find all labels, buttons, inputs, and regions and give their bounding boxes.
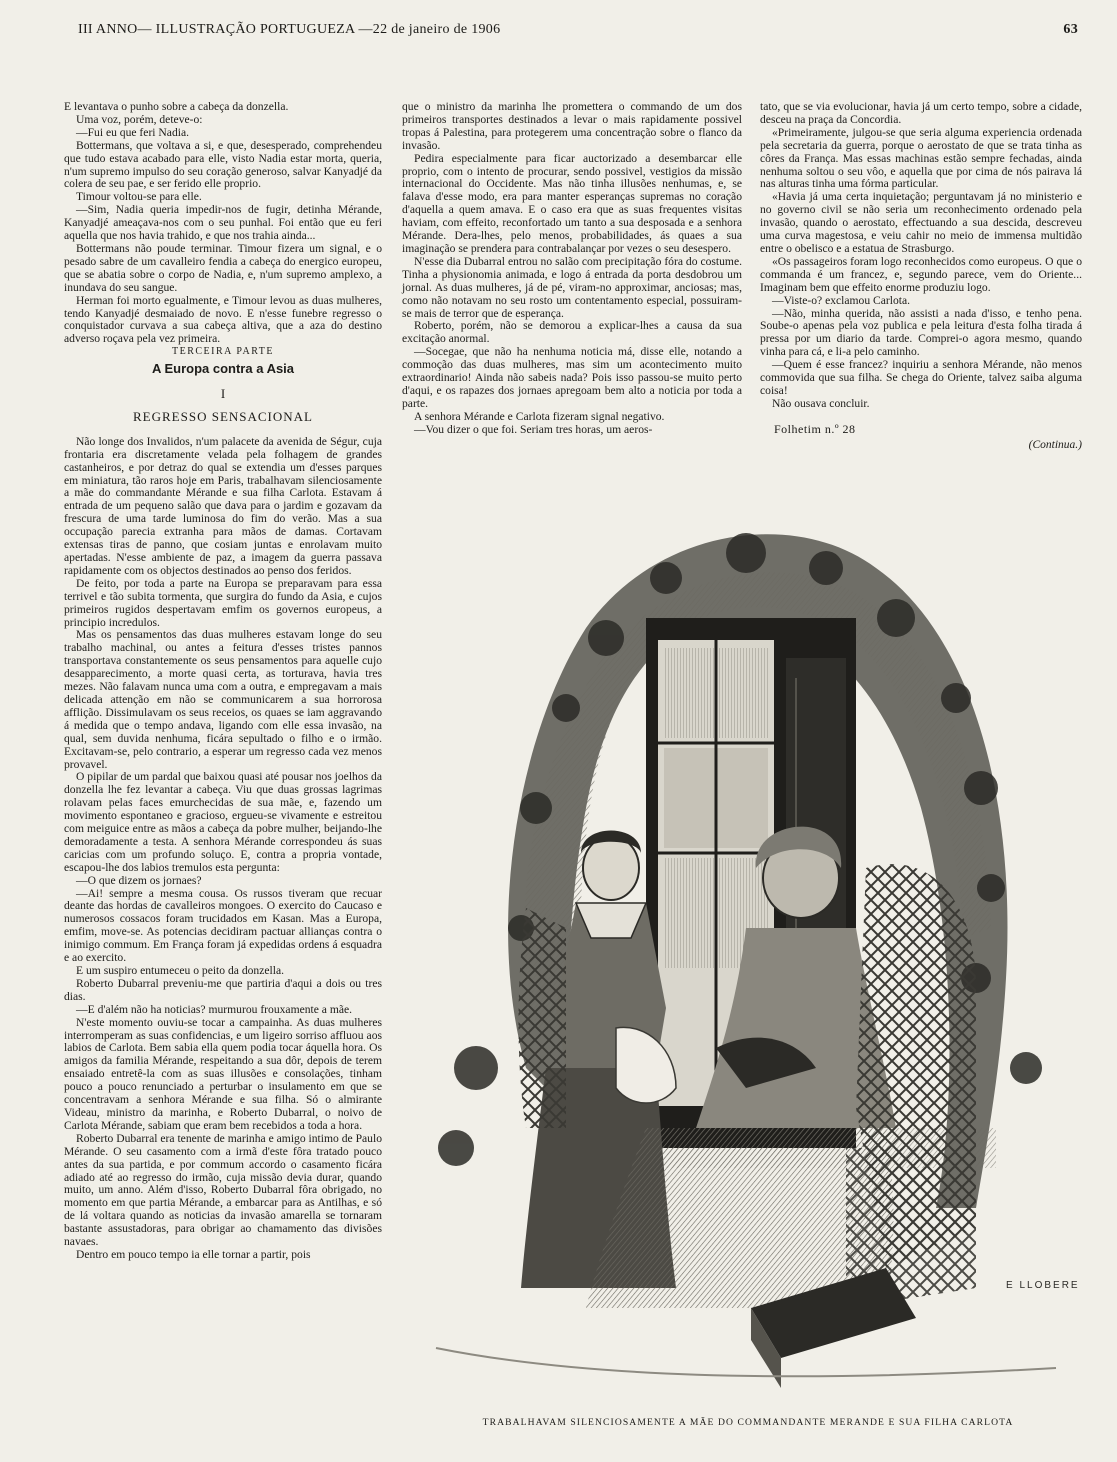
artist-signature: E LLOBERE (1006, 1280, 1080, 1291)
paragraph: Mas os pensamentos das duas mulheres estavam longe do seu trabalho machinal, ou antes a feitura d'esses tristes pannos transportava constantemente os seus pensamentos para aquelle cujo desapparecimento, a morte quasi certa, as torturava, havia tres mezes. Não falavam nunca uma com a outra, e empregavam a mais delicada attenção em não se communicarem a sua horrorosa afflição. Dissimulavam os seus receios, os quaes se iam aggravando á medida que o tempo andava, ligando com elle essa invasão, na qual, sem duvida nenhuma, ficára sepultado o filho e o irmão. Excitavam-se, pelo contrario, a esperar um regresso cada vez menos provavel. (64, 628, 382, 771)
article-column-2 (402, 101, 742, 437)
paragraph: Não longe dos Invalidos, n'um palacete da avenida de Ségur, cuja frontaria era discretamente velada pela folhagem de grandes castanheiros, e por detraz do qual se extendia um d'esses parques em miniatura, tão raros hoje em Paris, trabalhavam silenciosamente a mãe do commandante Mérande e sua filha Carlota. Estavam á entrada de um pequeno salão que dava para o jardim e gozavam da frescura de uma tarde luminosa do fim do verão. Mas a sua occupação parecia extranha para mãos de damas. Cortavam extensas tiras de panno, que cosiam juntas e enrolavam muito apertadas. N'esse ambiente de paz, a imagem da guerra passava rapidamente com os objectos destinados ao penso dos feridos. (64, 434, 382, 577)
serial-row (760, 421, 1082, 451)
part-label: TERCEIRA PARTE (172, 346, 274, 358)
paragraph: Timour voltou-se para elle. (76, 190, 202, 204)
paragraph: «Primeiramente, julgou-se que seria alguma experiencia ordenada pela secretaria da guerra, porque o aerostato de que se trata tinha as côres da França. Mas essas machinas estão sempre fechadas, ainda nenhuma soltou o seu vôo, e aquella que por cima de nós pairava lá nas alturas tinha uma fórma particular. (760, 125, 1082, 191)
paragraph: Uma voz, porém, deteve-o: (76, 112, 203, 126)
illustration-caption: TRABALHAVAM SILENCIOSAMENTE A MÃE DO COMMANDANTE MERANDE E SUA FILHA CARLOTA (482, 1417, 1014, 1428)
paragraph: N'este momento ouviu-se tocar a campainha. As duas mulheres interromperam as suas confidencias, e um ligeiro sorriso affluou aos labios de Carlota. Bem sabia ella quem podia tocar áquella hora. Os amigos da familia Mérande, respeitando a sua dôr, depois de terem ensaiado entretê-la com as suas illusões e consolações, tinham pouco a pouco renunciado a perturbar o insulamento em que se concentravam a senhora Mérande e sua filha. Só o almirante Videau, ministro da marinha, e Roberto Dubarral, o noivo de Carlota Mérande, sabiam que eram bem recebidos a toda a hora. (64, 1015, 382, 1132)
chapter-number: I (220, 386, 226, 402)
section-title: A Europa contra a Asia (151, 361, 295, 377)
paragraph: «Os passageiros foram logo reconhecidos como europeus. O que o commanda é um francez, e, segundo parece, vem do Oriente... Imaginam bem que effeito enorme produziu logo. (760, 254, 1082, 294)
article-column-3 (760, 100, 1082, 451)
paragraph: —Vou dizer o que foi. Seriam tres horas, um aeros- (414, 422, 653, 436)
serial-number: Folhetim n.º 28 (774, 421, 856, 436)
paragraph: Bottermans não poude terminar. Timour fizera um signal, e o pesado sabre de um cavalleiro fendia a cabeça do energico europeu, que se abatia sobre o corpo de Nadia, e, n'um supremo amplexo, a inundava do seu sangue. (64, 241, 382, 294)
paragraph: A senhora Mérande e Carlota fizeram signal negativo. (414, 409, 665, 423)
paragraph: Roberto Dubarral preveniu-me que partiria d'aqui a dois ou tres dias. (64, 976, 382, 1003)
column-1-intro (64, 101, 382, 346)
chapter-title: REGRESSO SENSACIONAL (133, 408, 313, 424)
paragraph: que o ministro da marinha lhe promettera o commando de um dos primeiros transportes destinados a levar o mais rapidamente possivel tropas á Palestina, para protegerem uma concentração sobre o flanco da invasão. (402, 100, 742, 152)
paragraph: Herman foi morto egualmente, e Timour levou as duas mulheres, tendo Kanyadjé desmaiado de novo. E n'esse funebre regresso o conquistador curvava a sua cabeça altiva, que a aza do destino adverso roçava pela vez primeira. (64, 293, 382, 346)
paragraph: Dentro em pouco tempo ia elle tornar a partir, pois (76, 1247, 311, 1261)
continua-note: (Continua.) (1028, 438, 1082, 451)
column-1-body (64, 436, 382, 1262)
paragraph: —E d'além não ha noticias? murmurou frouxamente a mãe. (76, 1002, 353, 1016)
paragraph: O pipilar de um pardal que baixou quasi até pousar nos joelhos da donzella lhe fez levantar a cabeça. Viu que duas grossas lagrimas rolavam pelas faces emurchecidas de sua mãe, e, fazendo um movimento espontaneo e gracioso, ergueu-se vivamente e estreitou com meiguice entre as mãos a cabeça da pobre mulher, beijando-lhe demoradamente a testa. A senhora Mérande correspondeu ás suas caricias com um profundo soluço. E, contra a propria vontade, escapou-lhe dos labios tremulos esta pergunta: (64, 770, 382, 874)
paragraph: E um suspiro entumeceu o peito da donzella. (76, 964, 284, 977)
paragraph: —Ai! sempre a mesma cousa. Os russos tiveram que recuar deante das hordas de cavalleiros mongoes. O exercito do Caucaso e numerosos cossacos foram trucidados em Kasan. Mas a Europa, emfim, move-se. As potencias decidiram pactuar allianças contra o inimigo commum. Em França foram já expedidas ordens á esquadra e ao exercito. (64, 886, 382, 965)
paragraph: N'esse dia Dubarral entrou no salão com precipitação fóra do costume. Tinha a physionomia animada, e logo á entrada da porta desdobrou um jornal. As duas mulheres, já de pé, viram-no approximar, anciosas; mas, como não notavam no seu rosto um contentamento especial, possuiram-se mais de terror que de esperança. (402, 254, 742, 320)
paragraph: —Fui eu que feri Nadia. (76, 125, 190, 139)
paragraph: —O que dizem os jornaes? (76, 873, 202, 887)
paragraph: —Viste-o? exclamou Carlota. (772, 293, 911, 307)
paragraph: —Socegae, que não ha nenhuma noticia má, disse elle, notando a commoção das duas mulheres, mas sim um acontecimento muito extraordinario! Ainda não sabeis nada? Pois isso passou-se muito perto d'aqui, e os rapazes dos jornaes apregoam bem alto a noticia por toda a parte. (402, 345, 742, 410)
paragraph: Não ousava concluir. (772, 396, 870, 410)
paragraph: E levantava o punho sobre a cabeça da donzella. (64, 100, 289, 113)
paragraph: —Quem é esse francez? inquiriu a senhora Mérande, não menos commovida que sua filha. Se chega do Oriente, talvez saiba alguma coisa! (760, 358, 1082, 397)
paragraph: —Sim, Nadia queria impedir-nos de fugir, detinha Mérande, Kanyadjé ameaçava-nos com o seu punhal. Foi então que eu feri aquella que nos havia trahido, e que nos trahia ainda... (64, 203, 382, 243)
paragraph: «Havia já uma certa inquietação; perguntavam já no ministerio e no governo civil se não seria um reconhecimento ordenado pela invasão, quando o aerostato, effectuando a sua descida, descreveu uma curva magestosa, e veiu cahir no meio de immensa multidão entre o obelisco e a estatua de Strasburgo. (760, 190, 1082, 255)
paragraph: —Não, minha querida, não assisti a nada d'isso, e tenho pena. Soube-o apenas pela voz publica e pela leitura d'esta folha tirada á pressa por um diario da tarde. Comprei-o agora mesmo, quando vinha para cá, e li-a pelo caminho. (760, 306, 1082, 359)
running-head (78, 22, 1078, 44)
engraving-illustration (416, 508, 1080, 1408)
paragraph: De feito, por toda a parte na Europa se preparavam para essa terrivel e tão subita tormenta, que surgira do fundo da Asia, e cujos primeiros rugidos despertavam emfim os governos europeus, a principio incredulos. (64, 576, 382, 629)
paragraph: Pedira especialmente para ficar auctorizado a desembarcar elle proprio, com o intento de procurar, sendo possivel, vestigios da missão internacional do Occidente. Mas não tinha illusões nenhumas, e, se falava d'esse modo, era para manter esperanças supremas no coração d'aquella a quem amava. E o caso era que as suas frequentes visitas haviam, com effeito, reconfortado um tanto a sua desposada e a senhora Mérande. Dera-lhes, pelo menos, probabilidades, ás quaes a sua imaginação se prendera para contrabalançar por vezes o seu desespero. (402, 151, 742, 255)
header-issue-info: III ANNO— ILLUSTRAÇÃO PORTUGUEZA —22 de janeiro de 1906 (78, 22, 501, 37)
paragraph: tato, que se via evolucionar, havia já um certo tempo, sobre a cidade, desceu na praça da Concordia. (760, 100, 1082, 126)
paragraph: Roberto Dubarral era tenente de marinha e amigo intimo de Paulo Mérande. O seu casamento com a irmã d'este fôra tratado pouco antes da sua partida, e por commum accordo o casamento ficára adiado até ao regresso do irmão, cuja missão devia durar, quando muito, um anno. Além d'isso, Roberto Dubarral fôra obrigado, no momento em que partia Mérande, a embarcar para as Antilhas, e só de lá voltara quando as noticias da invasão amarella se tornaram bastante assustadoras, para obrigar ao chamamento das divisões navaes. (64, 1131, 382, 1249)
paragraph: Roberto, porém, não se demorou a explicar-lhes a causa da sua excitação anormal. (402, 319, 742, 346)
page-number: 63 (1063, 22, 1078, 37)
article-column-1 (64, 101, 382, 1262)
paragraph: Bottermans, que voltava a si, e que, desesperado, comprehendeu que tudo estava acabado para elle, visto Nadia estar morta, queria, n'um supremo impulso do seu coração generoso, salvar Kanyadjé da colera de seu pae, e ser ferido elle proprio. (64, 138, 382, 191)
illustration-drawing (416, 508, 1080, 1408)
